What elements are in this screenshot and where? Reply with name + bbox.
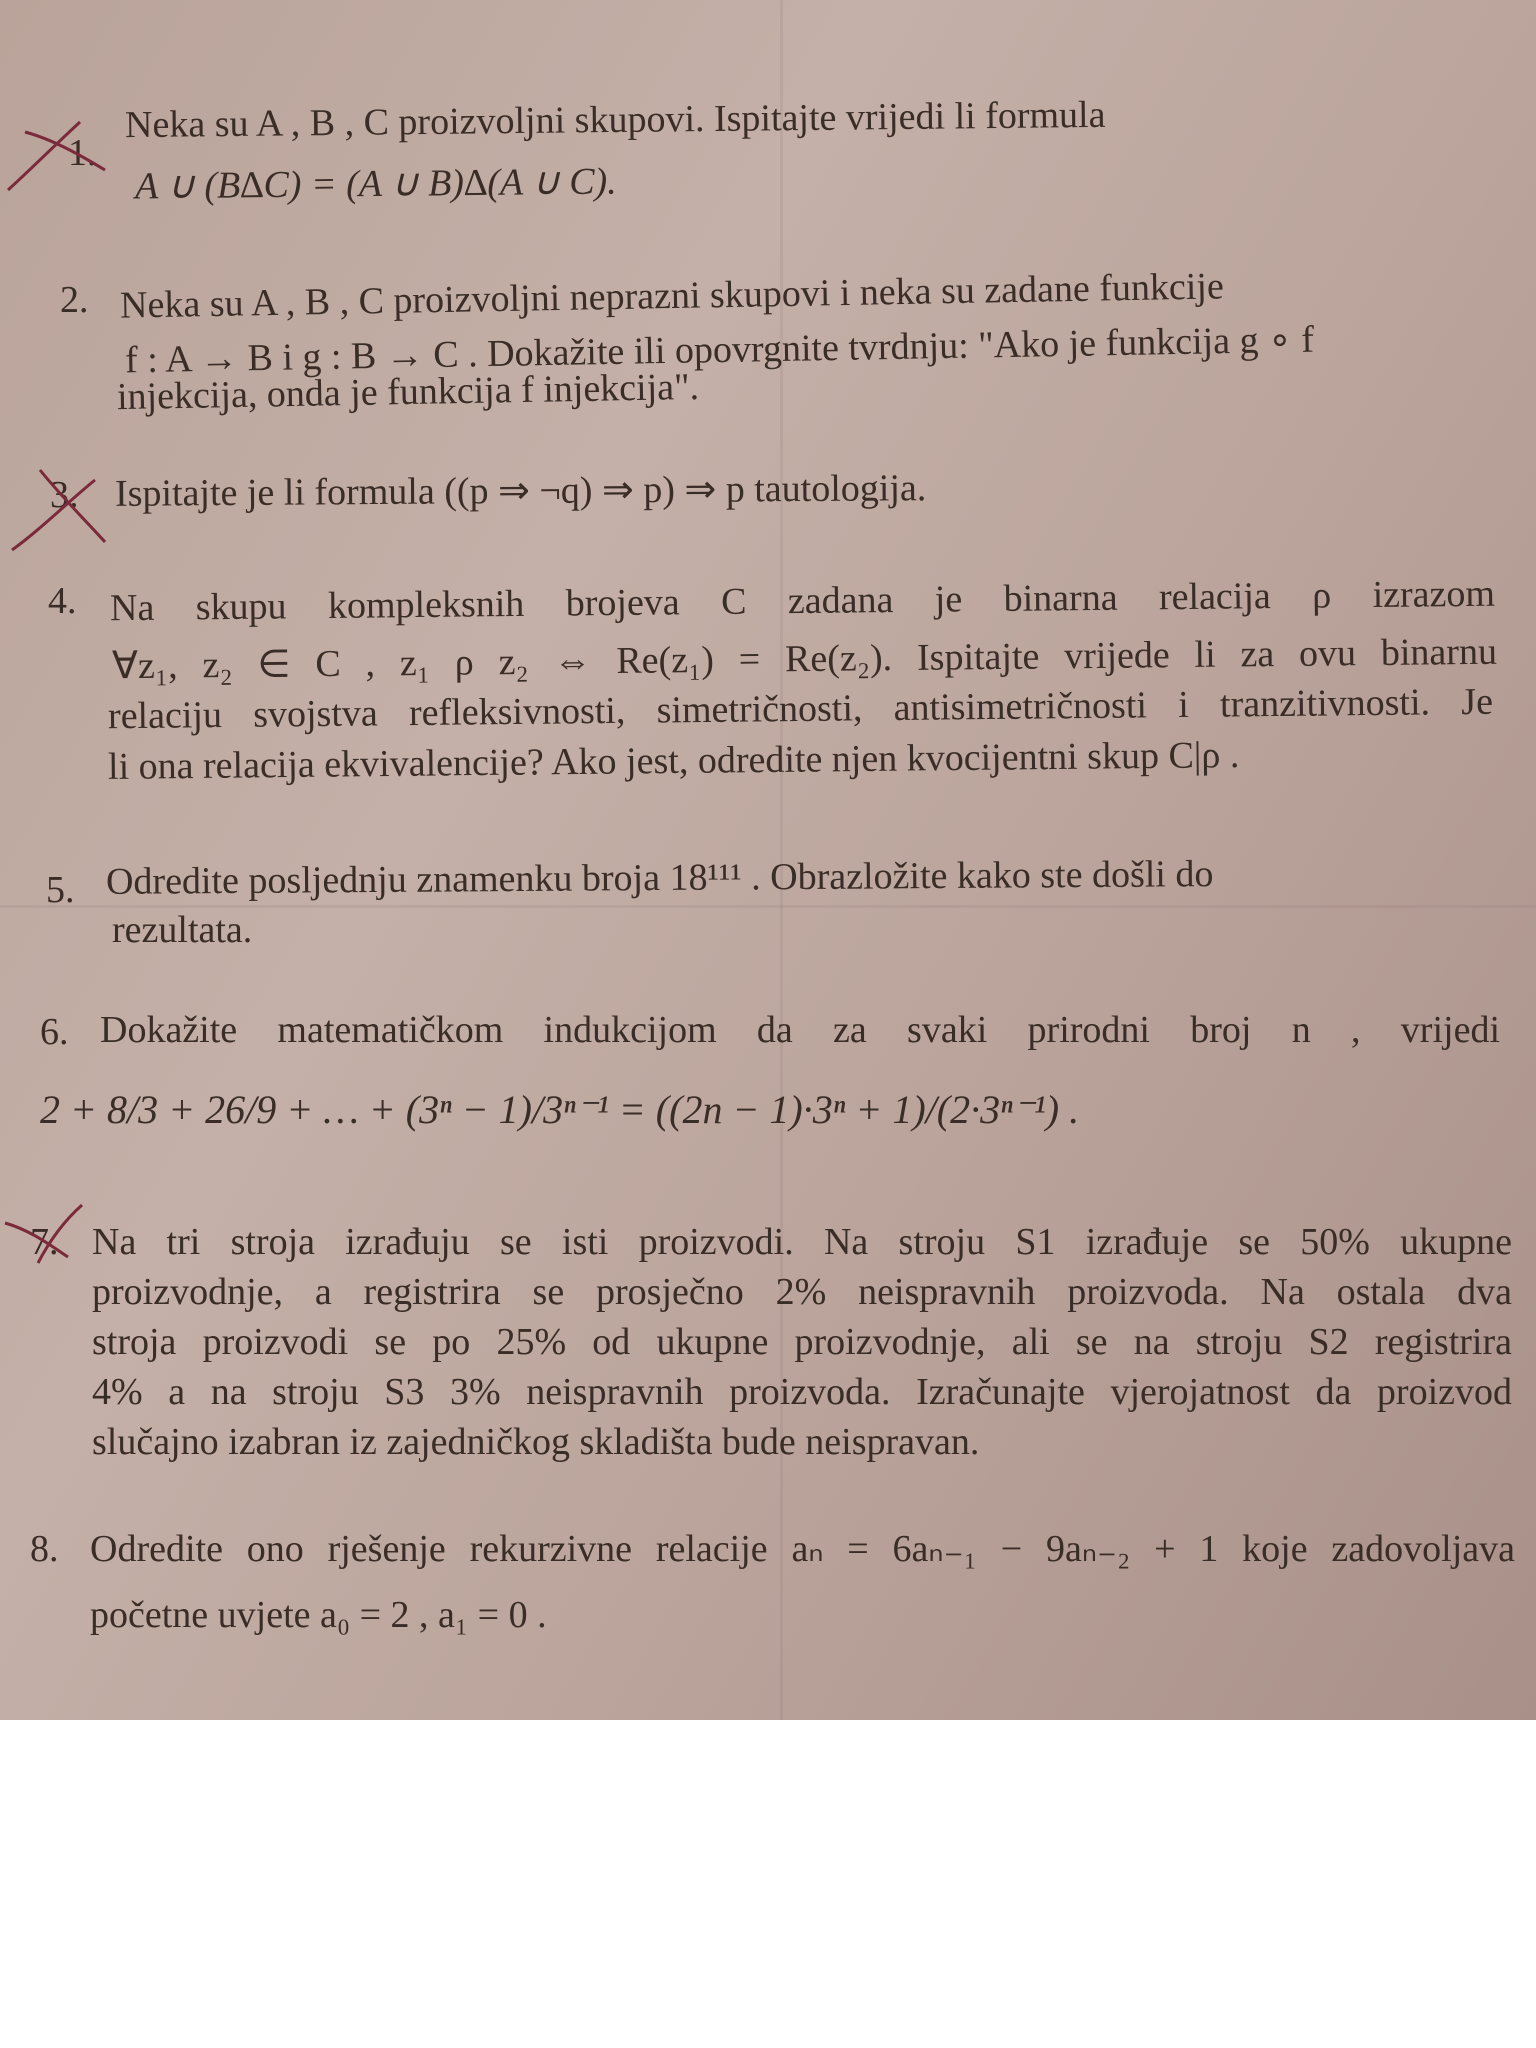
question-text-line: relaciju svojstva refleksivnosti, simetričnosti, antisimetričnosti i tranzitivnosti. Je (107, 680, 1494, 738)
question-text-line: li ona relacija ekvivalencije? Ako jest, odredite njen kvocijentni skup C|ρ . (107, 734, 1240, 788)
question-text-line: Neka su A , B , C proizvoljni skupovi. Ispitajte vrijedi li formula (124, 93, 1106, 147)
question-2 (0, 245, 1536, 419)
question-3 (0, 440, 1536, 516)
question-text-line: Na tri stroja izrađuju se isti proizvodi. Na stroju S1 izrađuje se 50% ukupne (92, 1221, 1512, 1263)
cross-mark-q1 (0, 110, 120, 200)
question-text-line: proizvodnje, a registrira se prosječno 2% neispravnih proizvoda. Na ostala dva (92, 1271, 1512, 1313)
question-text-line: injekcija, onda je funkcija f injekcija". (116, 365, 700, 419)
question-number: 4. (48, 580, 77, 622)
question-8 (0, 1520, 1536, 1650)
question-number: 7. (30, 1221, 59, 1263)
question-number: 8. (30, 1528, 59, 1570)
question-1 (0, 95, 1536, 215)
question-text-line: ∀z₁, z₂ ∈ C , z₁ ρ z₂ ⇔ Re(z₁) = Re(z₂). Ispitajte vrijede li za ovu binarnu (111, 630, 1498, 688)
question-text-line: 4% a na stroju S3 3% neispravnih proizvoda. Izračunajte vjerojatnost da proizvod (92, 1371, 1512, 1413)
cross-mark-q7 (0, 1195, 110, 1275)
question-text-line: Ispitajte je li formula ((p ⇒ ¬q) ⇒ p) ⇒ p tautologija. (114, 467, 927, 515)
question-number: 1. (68, 132, 97, 174)
question-number: 2. (60, 279, 89, 321)
question-number: 5. (46, 869, 75, 911)
cross-mark-q3 (0, 450, 120, 560)
question-text-line: Dokažite matematičkom indukcijom da za svaki prirodni broj n , vrijedi (100, 1009, 1500, 1051)
question-6 (0, 995, 1536, 1175)
blank-area (0, 1720, 1536, 2048)
question-7 (0, 1215, 1536, 1475)
induction-formula: 2 + 8/3 + 26/9 + … + (3ⁿ − 1)/3ⁿ⁻¹ = ((2n − 1)·3ⁿ + 1)/(2·3ⁿ⁻¹) . (40, 1087, 1080, 1132)
question-number: 3. (50, 474, 79, 516)
question-text-line: slučajno izabran iz zajedničkog skladišta bude neispravan. (92, 1421, 980, 1463)
question-4 (0, 550, 1536, 790)
question-number: 6. (40, 1011, 69, 1053)
question-text-line: Neka su A , B , C proizvoljni neprazni skupovi i neka su zadane funkcije (119, 265, 1225, 327)
question-text-line: Na skupu kompleksnih brojeva C zadana je binarna relacija ρ izrazom (109, 572, 1496, 630)
question-5 (0, 845, 1536, 955)
question-text-line: stroja proizvodi se po 25% od ukupne proizvodnje, ali se na stroju S2 registrira (92, 1321, 1512, 1363)
question-text-line: f : A → B i g : B → C . Dokažite ili opovrgnite tvrdnju: "Ako je funkcija g ∘ f (124, 318, 1315, 382)
question-text-line: Odredite posljednju znamenku broja 18¹¹¹ . Obrazložite kako ste došli do (105, 853, 1214, 903)
formula-line: A ∪ (B∆C) = (A ∪ B)∆(A ∪ C). (134, 160, 617, 208)
question-text-line: Odredite ono rješenje rekurzivne relacije aₙ = 6aₙ₋₁ − 9aₙ₋₂ + 1 koje zadovoljava (90, 1528, 1515, 1570)
question-text-line: rezultata. (112, 909, 253, 951)
question-text-line: početne uvjete a₀ = 2 , a₁ = 0 . (90, 1594, 547, 1636)
